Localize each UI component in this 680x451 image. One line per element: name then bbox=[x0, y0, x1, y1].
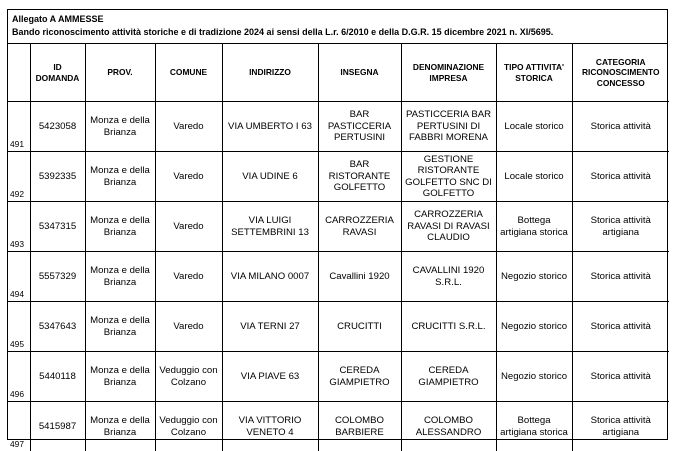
row-number: 497 bbox=[8, 402, 30, 451]
cell-denominazione: COLOMBO ALESSANDRO bbox=[401, 402, 496, 451]
row-number: 493 bbox=[8, 202, 30, 252]
cell-comune: Veduggio con Colzano bbox=[155, 352, 222, 402]
cell-categoria: Storica attività artigiana bbox=[572, 402, 669, 451]
header-indirizzo: INDIRIZZO bbox=[222, 44, 318, 102]
cell-prov: Monza e della Brianza bbox=[85, 302, 155, 352]
header-tipo: TIPO ATTIVITA' STORICA bbox=[496, 44, 572, 102]
header-denominazione: DENOMINAZIONE IMPRESA bbox=[401, 44, 496, 102]
cell-indirizzo: VIA VITTORIO VENETO 4 bbox=[222, 402, 318, 451]
cell-categoria: Storica attività bbox=[572, 102, 669, 152]
cell-tipo: Negozio storico bbox=[496, 302, 572, 352]
cell-prov: Monza e della Brianza bbox=[85, 252, 155, 302]
cell-comune: Varedo bbox=[155, 252, 222, 302]
table-row bbox=[8, 152, 669, 202]
cell-indirizzo: VIA UDINE 6 bbox=[222, 152, 318, 202]
cell-tipo: Negozio storico bbox=[496, 352, 572, 402]
cell-prov: Monza e della Brianza bbox=[85, 152, 155, 202]
cell-id-domanda: 5347315 bbox=[30, 202, 85, 252]
cell-tipo: Bottega artigiana storica bbox=[496, 202, 572, 252]
cell-insegna: BAR RISTORANTE GOLFETTO bbox=[318, 152, 401, 202]
cell-tipo: Locale storico bbox=[496, 152, 572, 202]
document-title: Allegato A AMMESSE bbox=[12, 13, 663, 26]
cell-categoria: Storica attività bbox=[572, 252, 669, 302]
cell-insegna: COLOMBO BARBIERE bbox=[318, 402, 401, 451]
cell-denominazione: CRUCITTI S.R.L. bbox=[401, 302, 496, 352]
cell-categoria: Storica attività bbox=[572, 152, 669, 202]
document-header bbox=[8, 10, 667, 44]
cell-comune: Varedo bbox=[155, 302, 222, 352]
row-number: 492 bbox=[8, 152, 30, 202]
table-row bbox=[8, 252, 669, 302]
cell-indirizzo: VIA PIAVE 63 bbox=[222, 352, 318, 402]
admitted-table bbox=[8, 44, 669, 451]
table-row bbox=[8, 302, 669, 352]
header-comune: COMUNE bbox=[155, 44, 222, 102]
cell-comune: Veduggio con Colzano bbox=[155, 402, 222, 451]
cell-comune: Varedo bbox=[155, 152, 222, 202]
cell-categoria: Storica attività bbox=[572, 302, 669, 352]
cell-denominazione: GESTIONE RISTORANTE GOLFETTO SNC DI GOLFETTO bbox=[401, 152, 496, 202]
cell-indirizzo: VIA MILANO 0007 bbox=[222, 252, 318, 302]
table-row bbox=[8, 202, 669, 252]
cell-insegna: CARROZZERIA RAVASI bbox=[318, 202, 401, 252]
cell-id-domanda: 5415987 bbox=[30, 402, 85, 451]
cell-insegna: CEREDA GIAMPIETRO bbox=[318, 352, 401, 402]
cell-comune: Varedo bbox=[155, 102, 222, 152]
row-number: 494 bbox=[8, 252, 30, 302]
header-insegna: INSEGNA bbox=[318, 44, 401, 102]
cell-id-domanda: 5423058 bbox=[30, 102, 85, 152]
header-id-domanda: ID DOMANDA bbox=[30, 44, 85, 102]
cell-prov: Monza e della Brianza bbox=[85, 352, 155, 402]
header-rownum bbox=[8, 44, 30, 102]
cell-tipo: Negozio storico bbox=[496, 252, 572, 302]
cell-prov: Monza e della Brianza bbox=[85, 202, 155, 252]
cell-denominazione: CAVALLINI 1920 S.R.L. bbox=[401, 252, 496, 302]
cell-tipo: Bottega artigiana storica bbox=[496, 402, 572, 451]
table-header-row bbox=[8, 44, 669, 102]
document-sheet bbox=[7, 9, 668, 440]
cell-denominazione: PASTICCERIA BAR PERTUSINI DI FABBRI MORENA bbox=[401, 102, 496, 152]
cell-denominazione: CEREDA GIAMPIETRO bbox=[401, 352, 496, 402]
cell-denominazione: CARROZZERIA RAVASI DI RAVASI CLAUDIO bbox=[401, 202, 496, 252]
header-prov: PROV. bbox=[85, 44, 155, 102]
cell-prov: Monza e della Brianza bbox=[85, 402, 155, 451]
cell-indirizzo: VIA UMBERTO I 63 bbox=[222, 102, 318, 152]
cell-id-domanda: 5557329 bbox=[30, 252, 85, 302]
cell-indirizzo: VIA LUIGI SETTEMBRINI 13 bbox=[222, 202, 318, 252]
cell-categoria: Storica attività bbox=[572, 352, 669, 402]
cell-tipo: Locale storico bbox=[496, 102, 572, 152]
table-row bbox=[8, 352, 669, 402]
cell-id-domanda: 5440118 bbox=[30, 352, 85, 402]
cell-comune: Varedo bbox=[155, 202, 222, 252]
cell-id-domanda: 5392335 bbox=[30, 152, 85, 202]
row-number: 495 bbox=[8, 302, 30, 352]
cell-insegna: BAR PASTICCERIA PERTUSINI bbox=[318, 102, 401, 152]
cell-prov: Monza e della Brianza bbox=[85, 102, 155, 152]
cell-categoria: Storica attività artigiana bbox=[572, 202, 669, 252]
cell-indirizzo: VIA TERNI 27 bbox=[222, 302, 318, 352]
document-subtitle: Bando riconoscimento attività storiche e di tradizione 2024 ai sensi della L.r. 6/2010 e della D.G.R. 15 dicembre 2021 n. XI/5695. bbox=[12, 26, 663, 39]
table-row bbox=[8, 102, 669, 152]
cell-id-domanda: 5347643 bbox=[30, 302, 85, 352]
header-categoria: CATEGORIA RICONOSCIMENTO CONCESSO bbox=[572, 44, 669, 102]
cell-insegna: Cavallini 1920 bbox=[318, 252, 401, 302]
row-number: 496 bbox=[8, 352, 30, 402]
row-number: 491 bbox=[8, 102, 30, 152]
cell-insegna: CRUCITTI bbox=[318, 302, 401, 352]
